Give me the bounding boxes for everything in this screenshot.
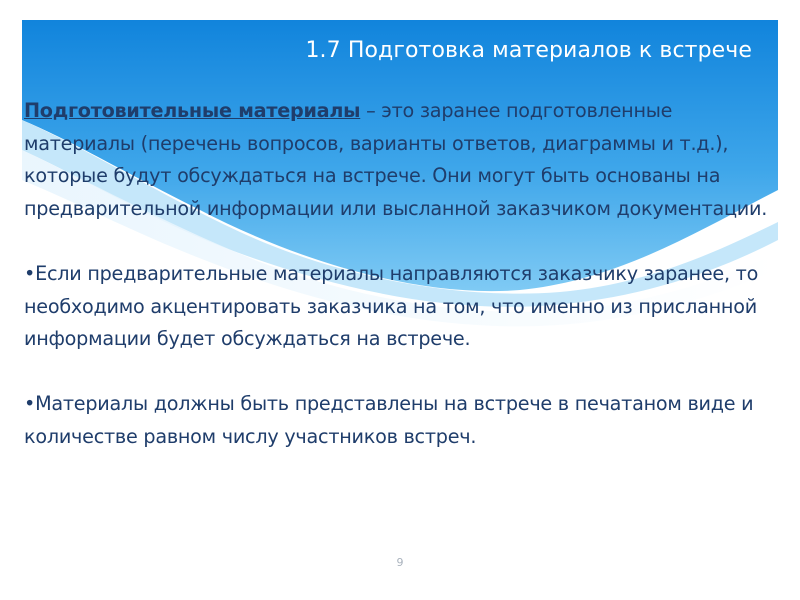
spacer	[24, 356, 776, 389]
bullet-advance-materials: •Если предварительные материалы направляются заказчику заранее, то необходимо акцентировать заказчика на том, что именно из присланной информации будет обсуждаться на встрече.	[24, 261, 759, 351]
spacer	[24, 225, 776, 258]
definition-term: Подготовительные материалы	[24, 99, 361, 122]
bullet-printed-materials: •Материалы должны быть представлены на встрече в печатаном виде и количестве равном числу участников встреч.	[24, 392, 754, 448]
definition-text: – это заранее подготовленные материалы (перечень вопросов, варианты ответов, диаграммы и т.д.), которые будут обсуждаться на встрече. Они могут быть основаны на предварительной информации или высланной заказчиком документации.	[24, 99, 768, 220]
slide-content	[24, 95, 776, 454]
definition-paragraph	[24, 95, 776, 225]
slide-title: 1.7 Подготовка материалов к встрече	[305, 38, 752, 63]
page-number: 9	[396, 556, 404, 569]
